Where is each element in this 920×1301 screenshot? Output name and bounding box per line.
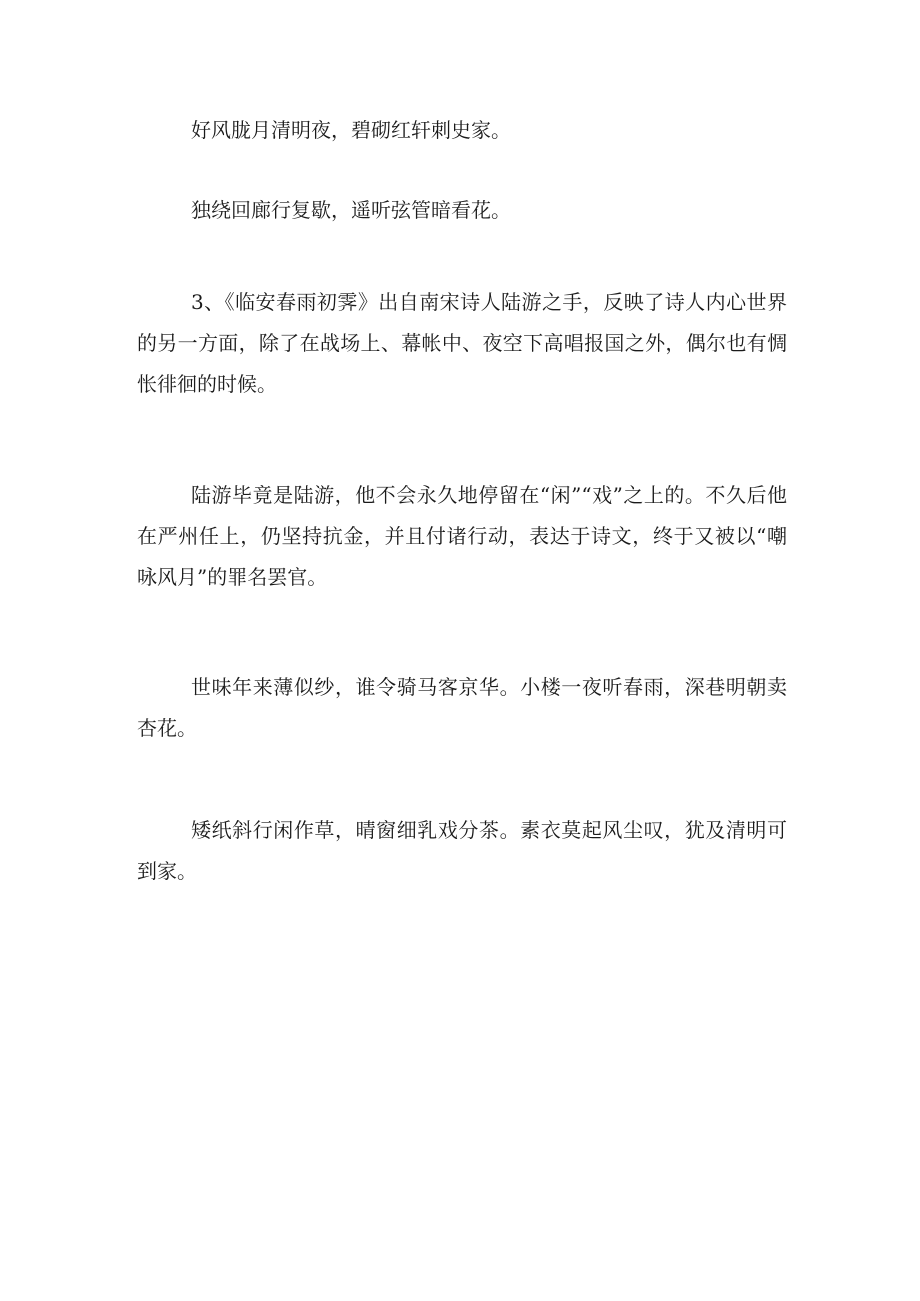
poem-stanza-1: 世味年来薄似纱，谁令骑马客京华。小楼一夜听春雨，深巷明朝卖杏花。 <box>137 675 787 740</box>
poem-line-2: 独绕回廊行复歇，遥听弦管暗看花。 <box>191 198 511 222</box>
poem-stanza-2: 矮纸斜行闲作草，晴窗细乳戏分茶。素衣莫起风尘叹，犹及清明可到家。 <box>137 818 787 883</box>
paragraph-lu-you: 陆游毕竟是陆游，他不会永久地停留在“闲”“戏”之上的。不久后他在严州任上，仍坚持抗金，并且付诸行动，表达于诗文，终于又被以“嘲咏风月”的罪名罢官。 <box>137 483 787 589</box>
paragraph-section-3: 3、《临安春雨初霁》出自南宋诗人陆游之手，反映了诗人内心世界的另一方面，除了在战场上、幕帐中、夜空下高唱报国之外，偶尔也有惆怅徘徊的时候。 <box>137 290 787 396</box>
poem-line-1: 好风胧月清明夜，碧砌红轩刺史家。 <box>191 118 511 142</box>
